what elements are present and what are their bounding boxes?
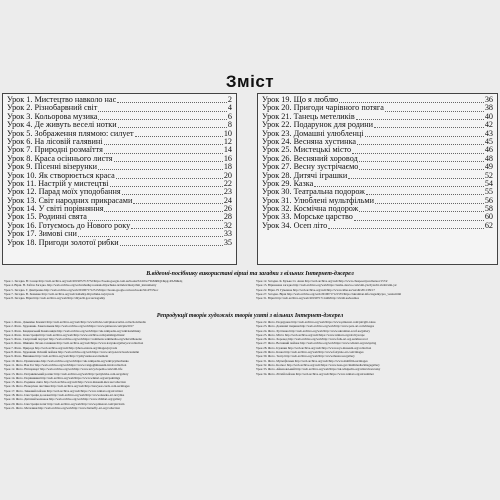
toc-entry-page: 12 (223, 136, 232, 146)
source-citation: Урок 31. Фото. Мультфільми http://web.archive.org/web/http://www.multfilm.ua/images (256, 358, 368, 363)
toc-dot-leader (122, 193, 223, 195)
page-title: Зміст (225, 72, 275, 91)
source-citation: Урок 5. Загадка. Г. Дмитренко http://web.archive.org/web/2019071712515/https://books.google.com.ua/books?id=PVr5toc (4, 287, 159, 292)
toc-entry-label: Урок 4. Де живуть веселі нотки (7, 120, 117, 130)
toc-entry-page: 49 (484, 162, 493, 172)
toc-dot-leader (348, 177, 484, 179)
toc-entry-page: 10 (223, 128, 232, 138)
source-citation: Урок 15. Фото. Родинне свято http://web.archive.org/web/http://www.museum.kiev.ua/collection (4, 380, 126, 385)
toc-dot-leader (104, 152, 223, 154)
toc-dot-leader (328, 227, 484, 229)
toc-dot-leader (131, 227, 223, 229)
sources-poems-heading: В.відеоні-посібнику використані вірші та загадки з вільних Інтернет-джерел (146, 271, 354, 277)
toc-dot-leader (385, 110, 484, 112)
source-citation: Урок 6. Фото. Шишкін Лісова галявина http://web.archive.org/web/https://www.tretyakovgallery.ru/collection (4, 341, 144, 346)
toc-entry-page: 24 (223, 195, 232, 205)
toc-dot-leader (354, 219, 484, 221)
toc-entry-label: Урок 8. Краса осіннього листя (7, 153, 113, 163)
toc-entry-page: 20 (223, 170, 232, 180)
source-citation: Урок 31. Вірш http://web.archive.org/web/2019071711446/http://virshi.ua/kosmos (256, 296, 359, 301)
toc-entry-label: Урок 34. Осеп літо (262, 220, 328, 230)
toc-entry-label: Урок 29. Казка (262, 178, 314, 188)
source-citation: Урок 1. Фото. Доменіко Клемнт http://web.archive.org/web/http://www.flickr.com/photos/artist-collection/media (4, 321, 146, 324)
toc-entry-label: Урок 32. Космічна подорож (262, 204, 359, 214)
source-citation: Урок 8. Фото. Художник Осінній пейзаж http://web.archive.org/web/https://www.artsy.net/artwork/autumn (4, 350, 140, 355)
toc-dot-leader (114, 160, 223, 162)
source-citation: Урок 5. Фото. Силуетний портрет http://web.archive.org/web/https://commons.wikimedia.org/wiki/silhouette (4, 337, 142, 342)
toc-entry-page: 2 (227, 94, 232, 104)
source-citation: Урок 32. Фото. Космос http://web.archive.org/web/https://www.nasa.gov/multimedia/imagegallery (256, 362, 380, 367)
toc-entry-label: Урок 7. Природні розмаїття (7, 145, 103, 155)
toc-entry-label: Урок 6. На лісовій галявині (7, 136, 103, 146)
toc-entry-page: 60 (484, 212, 493, 222)
toc-entry-page: 18 (223, 162, 232, 172)
toc-entry-label: Урок 5. Зображення плямою: силует (7, 128, 134, 138)
toc-entry[interactable] (7, 239, 232, 247)
source-citation: Урок 19. Фото. Дитячий малюнок http://web.archive.org/web/http://www.childart.org/gallery (4, 397, 122, 402)
source-citation: Урок 7. Загадка. В. Хоменко http://web.archive.org/web/zahadky.dityachuka.ru/pryroda (4, 291, 115, 296)
sources-poems-right (256, 280, 496, 310)
toc-dot-leader (359, 210, 483, 212)
source-citation: Урок 7. Фото. Природа http://web.archive.org/web/http://photo-nature.org/images/pryroda (4, 345, 118, 350)
toc-entry-label: Урок 15. Родинні свята (7, 212, 87, 222)
toc-entry-label: Урок 12. Парад моїх уподобання (7, 187, 121, 197)
toc-entry[interactable] (262, 222, 493, 230)
source-citation: Урок 4. Фото. Іллюстрація http://web.archive.org/web/http://www.artchive.com/paintings/music (4, 332, 125, 337)
toc-entry-label: Урок 24. Весняна хустинка (262, 136, 357, 146)
toc-entry-page: 26 (223, 204, 232, 214)
toc-left-column (2, 93, 237, 265)
source-citation: Урок 13. Фото. Петриківський розпис http://web.archive.org/web/http://petrykivka.com.ua/gallery (4, 371, 129, 376)
toc-entry-label: Урок 20. Пригоди чарівного потяга (262, 103, 384, 113)
toc-entry-label: Урок 33. Морське царство (262, 212, 353, 222)
toc-dot-leader (357, 143, 484, 145)
source-citation: Урок 2. Фото. Художник. Заметельник http://web.archive.org/web/https://www.pinterest.com/pin/2017 (4, 324, 134, 329)
toc-dot-leader (98, 118, 226, 120)
source-citation: Урок 12. Фото. Натюрморт http://web.archive.org/web/http://www.artcyclopedia.com/still-life (4, 367, 123, 372)
toc-entry-label: Урок 18. Пригоди золотої рибки (7, 237, 119, 247)
toc-dot-leader (98, 168, 223, 170)
toc-entry-page: 54 (484, 178, 493, 188)
toc-entry-page: 33 (223, 229, 232, 239)
toc-entry-page: 42 (484, 120, 493, 130)
toc-dot-leader (104, 210, 222, 212)
toc-entry-label: Урок 17. Зимові сни (7, 229, 77, 239)
toc-entry-page: 58 (484, 204, 493, 214)
source-citation: Урок 21. Фото. Метелики http://web.archive.org/web/http://www.butterfly-art.org/collection (4, 405, 120, 410)
toc-entry-label: Урок 13. Світ народних прикрасами (7, 195, 133, 205)
toc-dot-leader (352, 152, 484, 154)
toc-dot-leader (359, 160, 484, 162)
toc-entry-label: Урок 30. Театральна подорож (262, 187, 365, 197)
toc-dot-leader (118, 126, 227, 128)
toc-dot-leader (366, 193, 484, 195)
sources-artworks-heading: Репродукції творів художніх творів узяті з вільних Інтернет-джерел (156, 313, 344, 319)
toc-entry-page: 23 (223, 187, 232, 197)
toc-dot-leader (359, 168, 483, 170)
source-citation: Урок 27. Загадка. Вірш http://web.archive.org/web/20190717121535/https://ukrainian.info/zagadky/pro_vesnu.html (256, 291, 402, 296)
sources-artworks-left (4, 321, 244, 497)
source-citation: Урок 15. Віршована загадка http://web.archive.org/web/https://nashe-derevo.com/sim-yia/dytachi-virshi/sim-ya/ (256, 283, 397, 288)
toc-dot-leader (98, 110, 227, 112)
toc-entry-label: Урок 3. Кольорова музика (7, 111, 98, 121)
source-citation: Урок 22. Вірш. Н. Гуменюк http://web.archive.org/web/http://www.ridne.ua/vershi/2011/09/17 (256, 287, 375, 292)
toc-entry-label: Урок 11. Настрій у мистецтві (7, 178, 109, 188)
toc-entry-label: Урок 25. Мистецькі місто (262, 145, 352, 155)
toc-entry-label: Урок 19. Що я люблю (262, 94, 339, 104)
source-citation: Урок 22. Фото. Подарунок http://web.archive.org/web/https://www.pinterest.com/pin/gift-ideas (256, 321, 376, 324)
toc-entry-label: Урок 26. Весняний хоровод (262, 153, 358, 163)
toc-entry-label: Урок 28. Дитячі іграшки (262, 170, 348, 180)
source-citation: Урок 14. Фото. Порівняння http://web.archive.org/web/https://www.wikiart.org/en/paintings (4, 375, 121, 380)
toc-entry-page: 46 (484, 145, 493, 155)
toc-entry-page: 28 (223, 212, 232, 222)
source-citation: Урок 1. Загадка. В: Сонце http://web.archive.org/web/2019072713752/https://books.google.com.ua/books?id=hbw7YuMRlQC&pg=PA59&dq (4, 280, 183, 283)
source-citation: Урок 34. Фото. Літній пейзаж http://web.archive.org/web/https://www.wikiart.org/en/summer (256, 371, 374, 376)
toc-entry-page: 36 (484, 94, 493, 104)
source-citation: Урок 9. Фото. Вишивка http://web.archive.org/web/http://vyshyvanka.ua/ornament (4, 354, 109, 359)
toc-dot-leader (110, 185, 223, 187)
toc-right-column (257, 93, 498, 265)
source-citation: Урок 18. Фото. Ілюстрація до казки http://web.archive.org/web/http://www.skazka-art.ru/rybka (4, 393, 125, 398)
source-citation: Урок 8. Загадка. Вірш http://web.archive.org/web/http://dityachi.gov.ua/zagadky (4, 296, 106, 301)
toc-entry-label: Урок 27. Весну зустрічаємо (262, 162, 359, 172)
sources-artworks-right (256, 321, 496, 497)
toc-entry-page: 45 (484, 136, 493, 146)
source-citation: Урок 28. Фото. Іграшки http://web.archive.org/web/http://www.toys-museum.org/collection (256, 345, 372, 350)
toc-entry-page: 32 (223, 220, 232, 230)
toc-entry-page: 62 (484, 220, 493, 230)
source-citation: Урок 29. Фото. Казка http://web.archive.org/web/http://www.fairytale-art.com/images (256, 350, 364, 355)
source-citation: Урок 20. Фото. Ілюстрація потяг http://web.archive.org/web/http://www.pinterest.com/pin/train (4, 401, 125, 406)
toc-entry-page: 8 (227, 120, 232, 130)
toc-entry-label: Урок 2. Різнобарвний світ (7, 103, 98, 113)
toc-entry-page: 22 (223, 178, 232, 188)
toc-entry-page: 55 (484, 187, 493, 197)
toc-dot-leader (133, 202, 222, 204)
source-citation: Урок 30. Фото. Театр http://web.archive.org/web/http://www.theatre.ua/gallery (256, 354, 355, 359)
source-citation: Урок 17. Фото. Зимовий пейзаж http://web.archive.org/web/https://www.wikiart.org/en/winter (4, 388, 123, 393)
source-citation: Урок 12. Загадка. К. Бузько Сі. Анна http://web.archive.org/web/http://www.chaspoezij.ua/meteor/1574/ (256, 280, 388, 283)
source-citation: Урок 23. Фото. Домашні тварини http://web.archive.org/web/http://www.pets-art.com/images (256, 324, 375, 329)
toc-dot-leader (117, 101, 227, 103)
toc-entry-label: Урок 23. Домашні улюбленці (262, 128, 364, 138)
toc-dot-leader (374, 126, 484, 128)
toc-entry-label: Урок 22. Подарунок для родини (262, 120, 374, 130)
toc-entry-label: Урок 31. Улюблені мультфільми (262, 195, 374, 205)
toc-entry-page: 40 (484, 111, 493, 121)
source-citation: Урок 24. Фото. Хустинка http://web.archive.org/web/http://www.ukrainian-scarf.ua/gallery (256, 328, 371, 333)
toc-entry-page: 43 (484, 128, 493, 138)
toc-entry-label: Урок 16. Готуємось до Нового року (7, 220, 131, 230)
source-citation: Урок 25. Фото. Місто http://web.archive.org/web/https://www.wikiart.org/en/cityscape (256, 332, 365, 337)
toc-entry-label: Урок 1. Мистецтво навколо нас (7, 94, 117, 104)
source-citation: Урок 3. Фото. Кандинський Композиція http://web.archive.org/web/https://uk.wikipedia.org/wiki/kandinsky (4, 328, 141, 333)
toc-entry-label: Урок 10. Як створюється краса (7, 170, 115, 180)
toc-dot-leader (116, 177, 223, 179)
toc-dot-leader (120, 244, 223, 246)
toc-dot-leader (104, 143, 223, 145)
toc-dot-leader (135, 135, 223, 137)
source-citation: Урок 33. Фото. Айвазовський http://web.archive.org/web/https://uk.wikipedia.org/wiki/aivazovsky (256, 367, 381, 372)
source-citation: Урок 11. Фото. Ван Гог http://web.archive.org/web/https://www.vangoghmuseum.nl/en/collection (4, 362, 127, 367)
source-citation: Урок 27. Фото. Весняний пейзаж http://web.archive.org/web/https://www.wikiart.org/en/spring (256, 341, 377, 346)
toc-dot-leader (356, 118, 484, 120)
toc-entry-page: 4 (227, 103, 232, 113)
toc-entry-page: 52 (484, 170, 493, 180)
toc-entry-page: 14 (223, 145, 232, 155)
source-citation: Урок 16. Фото. Новорічна листівка http://web.archive.org/web/http://newyear-cards.com.ua/images (4, 384, 130, 389)
toc-entry-page: 56 (484, 195, 493, 205)
toc-dot-leader (365, 135, 484, 137)
toc-entry-page: 35 (223, 237, 232, 247)
sources-poems-left (4, 280, 244, 310)
source-citation: Урок 26. Фото. Хоровод http://web.archive.org/web/http://www.folk-art.org.ua/khorovod (256, 337, 368, 342)
toc-entry-label: Урок 9. Пісенні візерунки (7, 162, 97, 172)
source-citation: Урок 10. Фото. Примаченко http://web.archive.org/web/https://uk.wikipedia.org/wiki/prymachenko (4, 358, 129, 363)
toc-entry-page: 38 (484, 103, 493, 113)
toc-dot-leader (375, 202, 484, 204)
toc-entry-label: Урок 14. У світі порівняння (7, 204, 104, 214)
toc-entry-label: Урок 21. Танець метеликів (262, 111, 355, 121)
toc-entry-page: 6 (227, 111, 232, 121)
toc-entry-page: 48 (484, 153, 493, 163)
toc-entry-page: 16 (223, 153, 232, 163)
source-citation: Урок 4. Вірш. Н. Забіла Загадка. http://web.archive.org/web/zahadky.rosdesk.dityachuka.ru/index/muzychni_instrumenty (4, 283, 157, 288)
